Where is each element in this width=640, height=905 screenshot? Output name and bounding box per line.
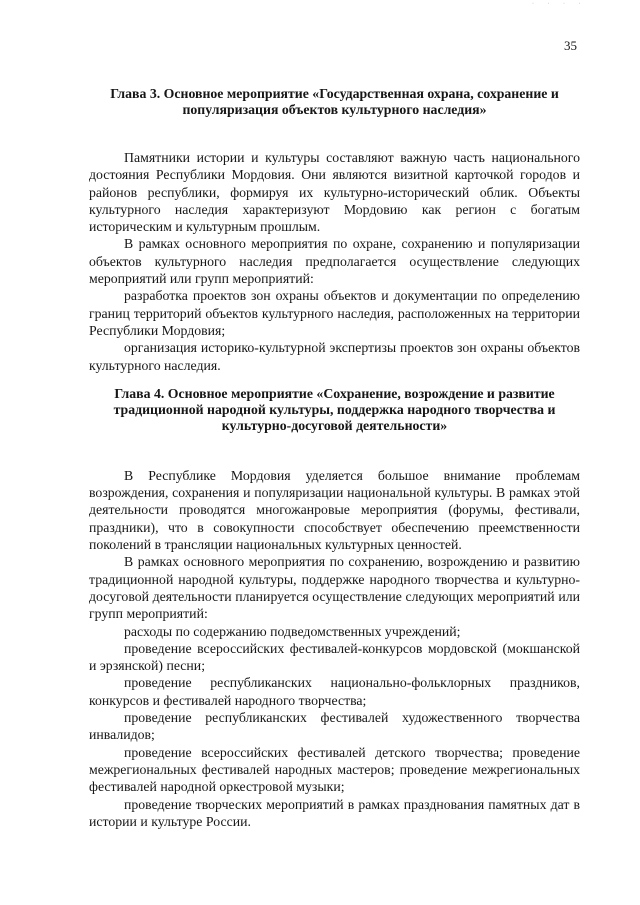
page-number: 35 [564, 38, 577, 53]
chapter-3-heading: Глава 3. Основное мероприятие «Государственная охрана, сохранение и популяризация объектов культурного наследия» [110, 86, 559, 117]
chapter-4-list-item: проведение всероссийских фестивалей детского творчества; проведение межрегиональных фестивалей народных мастеров; проведение межрегиональных фестивалей народной оркестровой музыки; [89, 744, 580, 795]
chapter-3-list-item: организация историко-культурной экспертизы проектов зон охраны объектов культурного наследия. [89, 340, 580, 373]
scan-artifact: · · · · [532, 1, 587, 7]
chapter-4-paragraph: В рамках основного мероприятия по сохранению, возрождению и развитию традиционной народной культуры, поддержке народного творчества и культурно-досуговой деятельности планируется осуществление следующих мероприятий или групп мероприятий: [89, 554, 580, 622]
chapter-4-list-item: проведение республиканских фестивалей художественного творчества инвалидов; [89, 710, 580, 743]
chapter-3-paragraph: В рамках основного мероприятия по охране, сохранению и популяризации объектов культурного наследия предполагается осуществление следующих мероприятий или групп мероприятий: [89, 236, 580, 287]
chapter-4-list-item: проведение творческих мероприятий в рамках празднования памятных дат в истории и культуре России. [89, 796, 580, 829]
chapter-3-list-item: разработка проектов зон охраны объектов и документации по определению границ территорий объектов культурного наследия, расположенных на территории Республики Мордовия; [89, 288, 580, 338]
chapter-3-paragraph: Памятники истории и культуры составляют важную часть национального достояния Республики Мордовия. Они являются визитной карточкой городов и районов республики, формируя их культурно-исторический облик. Объекты культурного наследия характеризуют Мордовию как регион с богатым историческим и культурным прошлым. [89, 150, 580, 235]
chapter-4-paragraph: В Республике Мордовия уделяется большое внимание проблемам возрождения, сохранения и популяризации национальной культуры. В рамках этой деятельности проводятся многожанровые мероприятия (форумы, фестивали, праздники), что в совокупности способствует обеспечению преемственности поколений в трансляции национальных культурных ценностей. [89, 467, 580, 553]
chapter-4-list-item: расходы по содержанию подведомственных учреждений; [124, 623, 461, 639]
chapter-4-list-item: проведение всероссийских фестивалей-конкурсов мордовской (мокшанской и эрзянской) песни; [89, 640, 580, 674]
chapter-4-list-item: проведение республиканских национально-фольклорных праздников, конкурсов и фестивалей народного творчества; [89, 675, 580, 708]
text-column [89, 86, 580, 830]
chapter-4-heading: Глава 4. Основное мероприятие «Сохранение, возрождение и развитие традиционной народной культуры, поддержка народного творчества и культурно-досуговой деятельности» [113, 385, 556, 433]
